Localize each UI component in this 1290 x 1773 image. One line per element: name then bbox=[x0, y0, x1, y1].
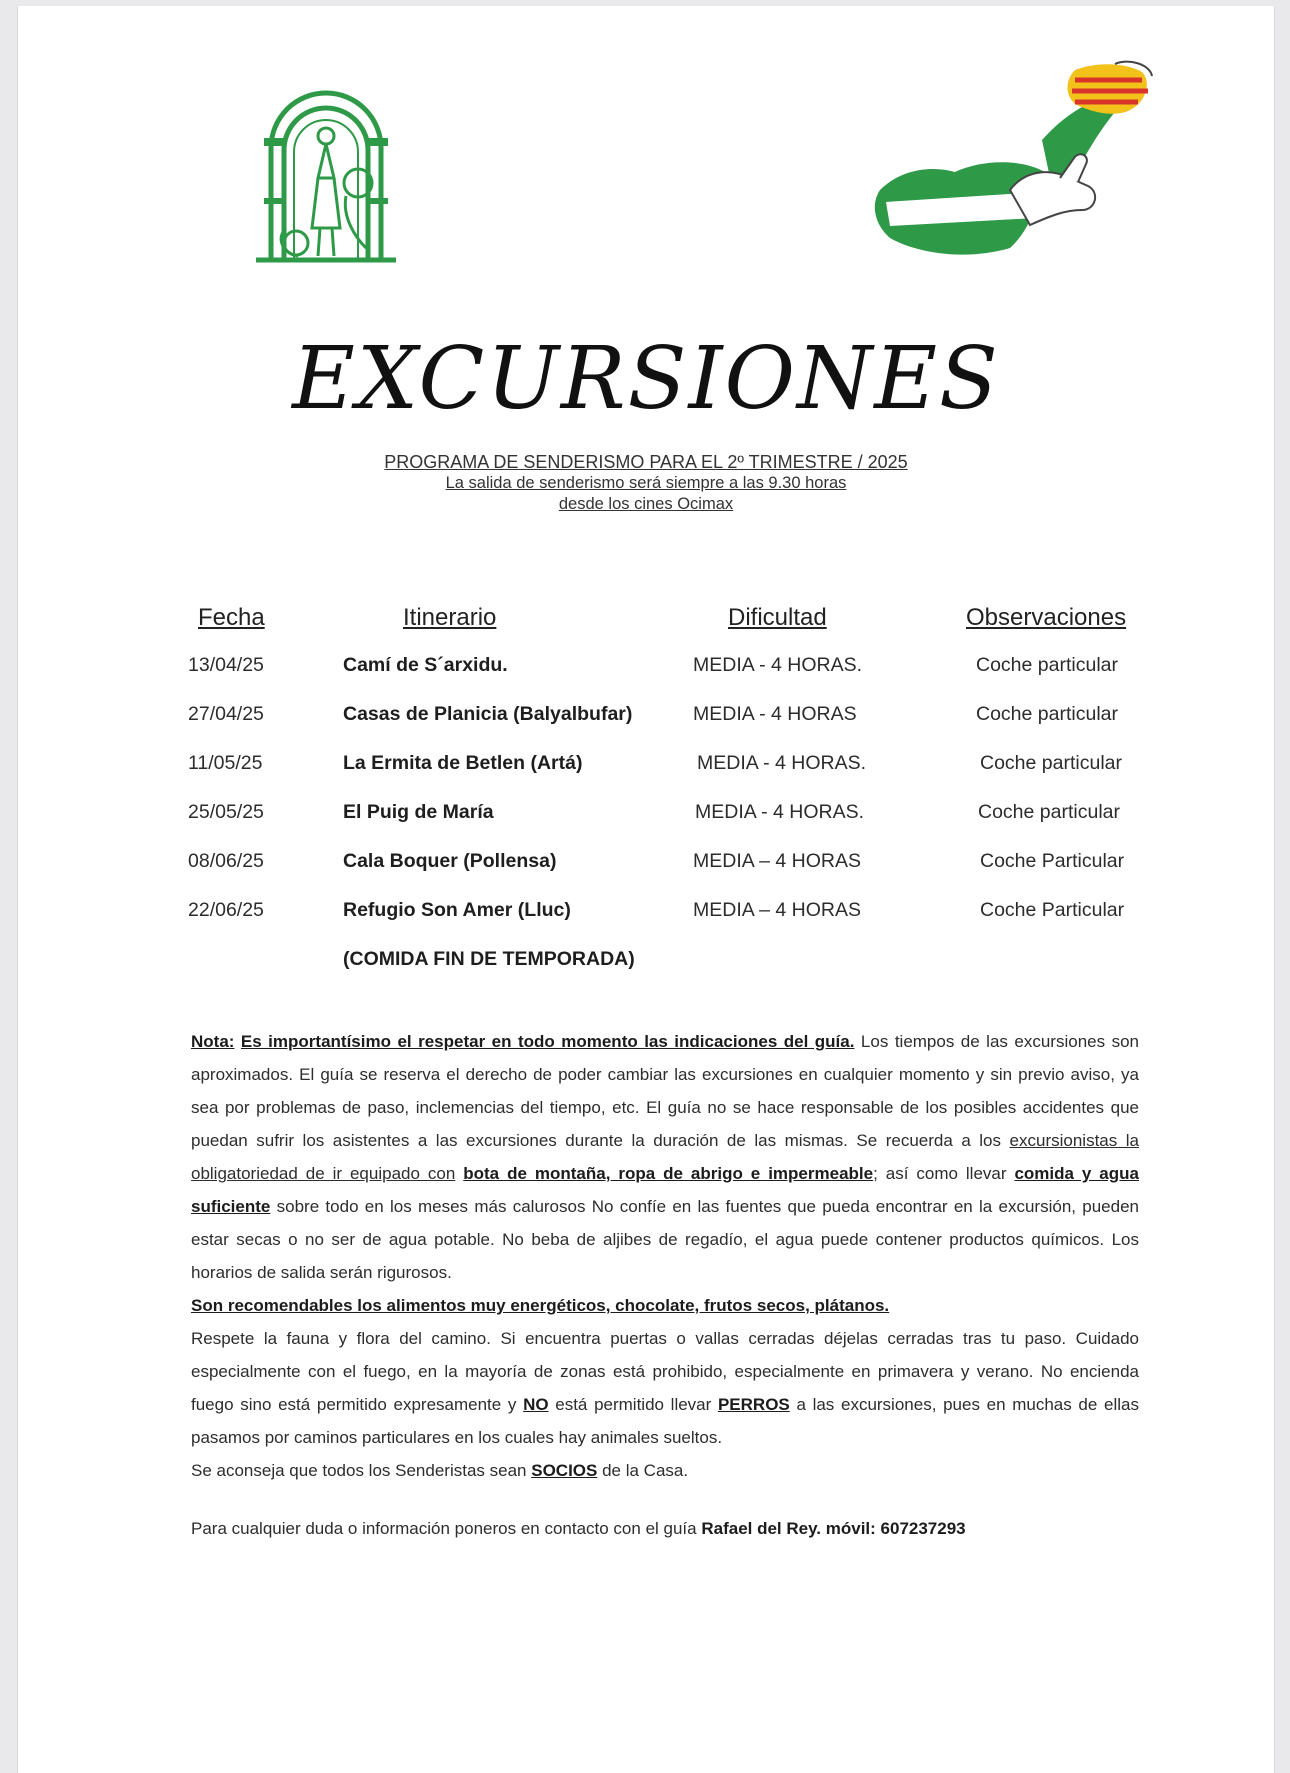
row-itinerary: Camí de S´arxidu. bbox=[343, 654, 508, 676]
row-difficulty: MEDIA - 4 HORAS. bbox=[697, 752, 867, 774]
note-members: SOCIOS bbox=[531, 1461, 598, 1480]
column-header-observaciones: Observaciones bbox=[966, 604, 1127, 631]
andalucia-baleares-handshake-icon bbox=[860, 60, 1160, 260]
note-text-5: está permitido llevar bbox=[548, 1395, 718, 1414]
note-dogs: PERROS bbox=[717, 1395, 790, 1414]
table-row bbox=[168, 801, 1158, 850]
row-itinerary: La Ermita de Betlen (Artá) bbox=[343, 752, 583, 774]
column-header-itinerario: Itinerario bbox=[403, 604, 497, 631]
note-text-1: Los tiempos de las excursiones son aproximados. El guía se reserva el derecho de poder cambiar las excursiones en cualquier momento y sin previo aviso, ya sea por problemas de paso, inclemencias del tiempo, etc. El guía no se hace responsable de los posibles accidentes que puedan sufrir los asistentes a las excursiones durante la duración de las mismas. Se recuerda a los bbox=[191, 1032, 1139, 1150]
table-row bbox=[168, 752, 1158, 801]
table-row bbox=[168, 899, 1158, 948]
row-observation: Coche particular bbox=[978, 801, 1120, 823]
note-text-8: de la Casa. bbox=[597, 1461, 689, 1480]
row-observation: Coche Particular bbox=[980, 899, 1125, 921]
note-text-3: sobre todo en los meses más calurosos No confíe en las fuentes que pueda encontrar en la excursión, pueden estar secas o no ser de agua potable. No beba de aljibes de regadío, el agua puede contener productos químicos. Los horarios de salida serán rigurosos. bbox=[191, 1197, 1139, 1282]
note-label: Nota: bbox=[191, 1032, 235, 1051]
row-itinerary: Cala Boquer (Pollensa) bbox=[343, 850, 557, 872]
notes-paragraph bbox=[191, 1025, 1139, 1487]
guide-contact: Rafael del Rey. móvil: 607237293 bbox=[701, 1519, 966, 1538]
table-header-row bbox=[168, 604, 1158, 654]
season-end-meal-note: (COMIDA FIN DE TEMPORADA) bbox=[343, 948, 635, 970]
row-difficulty: MEDIA - 4 HORAS bbox=[693, 703, 857, 725]
row-date: 08/06/25 bbox=[188, 850, 264, 872]
table-row bbox=[168, 654, 1158, 703]
table-row bbox=[168, 703, 1158, 752]
table-row-extra bbox=[168, 948, 1158, 996]
row-observation: Coche particular bbox=[980, 752, 1122, 774]
column-header-fecha: Fecha bbox=[198, 604, 265, 631]
subtitle-block bbox=[18, 452, 1274, 515]
contact-text: Para cualquier duda o información poneros en contacto con el guía bbox=[191, 1519, 702, 1538]
row-itinerary: El Puig de María bbox=[343, 801, 494, 823]
table-row bbox=[168, 850, 1158, 899]
note-equipment-items: bota de montaña, ropa de abrigo e impermeable bbox=[463, 1164, 874, 1183]
program-subtitle: PROGRAMA DE SENDERISMO PARA EL 2º TRIMESTRE / 2025 bbox=[384, 452, 908, 472]
row-difficulty: MEDIA – 4 HORAS bbox=[693, 850, 861, 872]
andalucia-coat-of-arms-icon bbox=[246, 78, 406, 268]
row-observation: Coche particular bbox=[976, 703, 1118, 725]
note-text-7: Se aconseja que todos los Senderistas sean bbox=[191, 1461, 532, 1480]
note-text-6: a las excursiones, pues en muchas de ellas pasamos por caminos particulares en los cuales hay animales sueltos. bbox=[191, 1395, 1139, 1447]
note-food-water: comida y agua suficiente bbox=[191, 1164, 1139, 1216]
row-date: 27/04/25 bbox=[188, 703, 264, 725]
note-text-2: ; así como llevar bbox=[873, 1164, 1015, 1183]
column-header-dificultad: Dificultad bbox=[728, 604, 827, 631]
row-itinerary: Refugio Son Amer (Lluc) bbox=[343, 899, 571, 921]
departure-place-line: desde los cines Ocimax bbox=[558, 495, 734, 513]
note-no: NO bbox=[523, 1395, 549, 1414]
row-date: 11/05/25 bbox=[188, 752, 263, 774]
contact-line bbox=[191, 1519, 966, 1539]
document-page bbox=[17, 6, 1275, 1773]
row-difficulty: MEDIA – 4 HORAS bbox=[693, 899, 861, 921]
note-recommendation: Son recomendables los alimentos muy energéticos, chocolate, frutos secos, plátanos. bbox=[191, 1296, 890, 1315]
excursion-table bbox=[168, 604, 1158, 996]
departure-time-line: La salida de senderismo será siempre a las 9.30 horas bbox=[445, 474, 847, 492]
row-difficulty: MEDIA - 4 HORAS. bbox=[693, 654, 863, 676]
note-important: Es importantísimo el respetar en todo momento las indicaciones del guía. bbox=[240, 1032, 855, 1051]
row-date: 13/04/25 bbox=[188, 654, 264, 676]
row-difficulty: MEDIA - 4 HORAS. bbox=[695, 801, 865, 823]
note-equipment-underline: excursionistas la obligatoriedad de ir equipado con bbox=[191, 1131, 1140, 1183]
row-date: 22/06/25 bbox=[188, 899, 264, 921]
row-itinerary: Casas de Planicia (Balyalbufar) bbox=[343, 703, 633, 725]
page-title: EXCURSIONES bbox=[292, 329, 1000, 429]
note-text-4: Respete la fauna y flora del camino. Si encuentra puertas o vallas cerradas déjelas cerradas tras tu paso. Cuidado especialmente con el fuego, en la mayoría de zonas está prohibido, especialmente en primavera y verano. No encienda fuego sino está permitido expresamente y bbox=[191, 1329, 1139, 1414]
row-observation: Coche Particular bbox=[980, 850, 1125, 872]
row-date: 25/05/25 bbox=[188, 801, 264, 823]
row-observation: Coche particular bbox=[976, 654, 1118, 676]
